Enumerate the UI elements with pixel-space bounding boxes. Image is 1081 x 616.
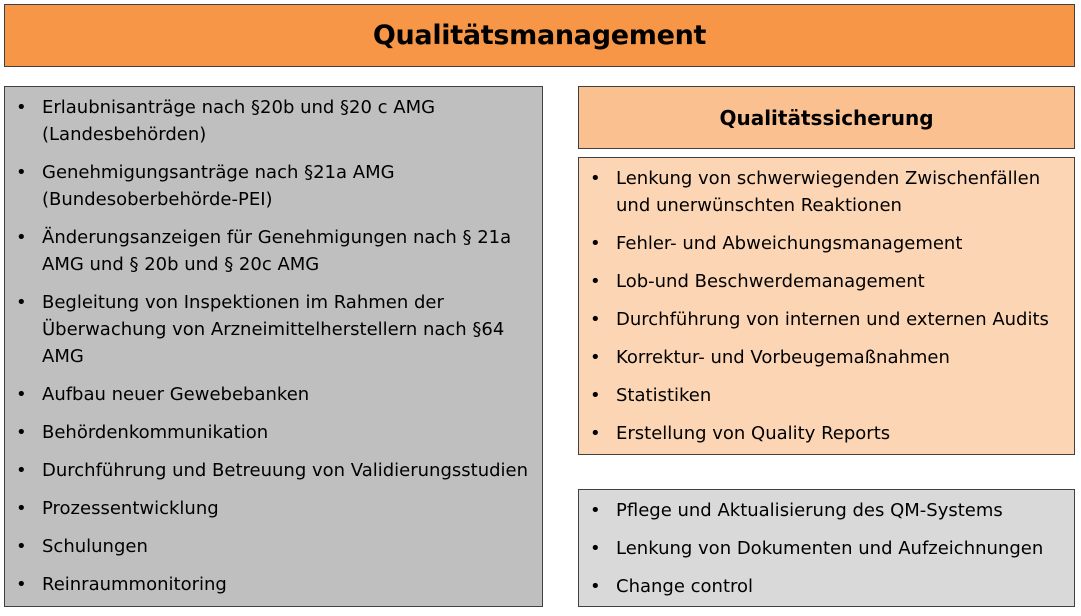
list-item-text: Prozessentwicklung [42, 498, 219, 519]
list-item [5, 94, 542, 148]
bullet-icon: • [590, 423, 601, 444]
bullet-icon: • [16, 162, 27, 183]
list-item-text: Change control [616, 576, 754, 597]
list-item [5, 419, 542, 446]
list-item [579, 535, 1074, 562]
list-item-text: Reinraummonitoring [42, 574, 227, 595]
list-item [579, 420, 1074, 447]
list-item [5, 289, 542, 370]
list-item [5, 457, 542, 484]
bullet-icon: • [590, 576, 601, 597]
list-item [5, 159, 542, 213]
list-item-text: Durchführung von internen und externen Audits [616, 309, 1049, 330]
bullet-icon: • [590, 347, 601, 368]
bullet-icon: • [590, 271, 601, 292]
list-item-text: Korrektur- und Vorbeugemaßnahmen [616, 347, 950, 368]
page-title: Qualitätsmanagement [372, 20, 707, 51]
bullet-icon: • [16, 498, 27, 519]
list-item-text: Begleitung von Inspektionen im Rahmen der Überwachung von Arzneimittelherstellern nach §64 AMG [42, 292, 505, 367]
list-item [5, 571, 542, 598]
list-item-text: Änderungsanzeigen für Genehmigungen nach § 21a AMG und § 20b und § 20c AMG [42, 227, 512, 275]
list-item-text: Erstellung von Quality Reports [616, 423, 891, 444]
list-item [5, 495, 542, 522]
qs-title-box [578, 86, 1075, 149]
header-banner [4, 4, 1075, 67]
list-item-text: Schulungen [42, 536, 148, 557]
qm-system-panel [578, 489, 1075, 607]
bullet-icon: • [16, 536, 27, 557]
bullet-icon: • [16, 422, 27, 443]
list-item [579, 573, 1074, 600]
bullet-icon: • [590, 233, 601, 254]
qs-panel [578, 157, 1075, 455]
list-item-text: Erlaubnisanträge nach §20b und §20 c AMG (Landesbehörden) [42, 97, 436, 145]
list-item-text: Aufbau neuer Gewebebanken [42, 384, 310, 405]
bullet-icon: • [16, 460, 27, 481]
bullet-icon: • [16, 97, 27, 118]
list-item-text: Fehler- und Abweichungsmanagement [616, 233, 963, 254]
bullet-icon: • [590, 309, 601, 330]
list-item-text: Lob-und Beschwerdemanagement [616, 271, 925, 292]
list-item-text: Behördenkommunikation [42, 422, 269, 443]
list-item-text: Lenkung von Dokumenten und Aufzeichnungen [616, 538, 1044, 559]
list-item [579, 344, 1074, 371]
list-item [579, 165, 1074, 219]
list-item-text: Statistiken [616, 385, 712, 406]
bullet-icon: • [16, 574, 27, 595]
list-item-text: Lenkung von schwerwiegenden Zwischenfällen und unerwünschten Reaktionen [616, 168, 1041, 216]
qs-panel-list [579, 158, 1074, 447]
list-item [5, 533, 542, 560]
bullet-icon: • [16, 227, 27, 248]
left-panel-list [5, 87, 542, 598]
list-item [579, 230, 1074, 257]
left-panel [4, 86, 543, 607]
list-item-text: Durchführung und Betreuung von Validierungsstudien [42, 460, 529, 481]
list-item-text: Genehmigungsanträge nach §21a AMG (Bundesoberbehörde-PEI) [42, 162, 395, 210]
bullet-icon: • [16, 384, 27, 405]
list-item [579, 497, 1074, 524]
list-item [579, 306, 1074, 333]
list-item [5, 224, 542, 278]
bullet-icon: • [16, 292, 27, 313]
qm-panel-list [579, 490, 1074, 600]
list-item [579, 382, 1074, 409]
list-item [5, 381, 542, 408]
bullet-icon: • [590, 385, 601, 406]
list-item [579, 268, 1074, 295]
bullet-icon: • [590, 538, 601, 559]
bullet-icon: • [590, 500, 601, 521]
list-item-text: Pflege und Aktualisierung des QM-Systems [616, 500, 1003, 521]
section-title: Qualitätssicherung [719, 105, 934, 130]
bullet-icon: • [590, 168, 601, 189]
